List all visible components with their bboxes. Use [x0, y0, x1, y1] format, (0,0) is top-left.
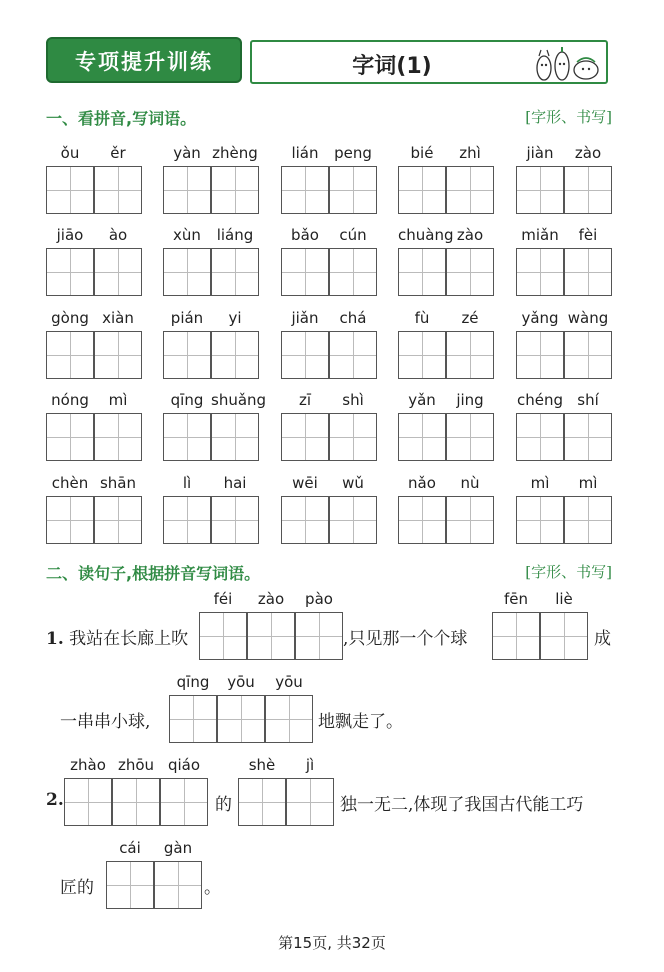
word-r5-c2-char-box-1[interactable] [163, 496, 211, 544]
word-r1-c3-pinyin-1: lián [291, 144, 319, 162]
word-r4-c1-char-box-1[interactable] [46, 413, 94, 461]
word-r3-c5-char-box-2[interactable] [564, 331, 612, 379]
word-r1-c4-char-box-1[interactable] [398, 166, 446, 214]
mascot-illustration [532, 44, 604, 82]
word-r1-c3-pinyin-2: peng [334, 144, 372, 162]
word-r2-c2-pinyin-2: liáng [216, 226, 254, 244]
q1-number: 1. [46, 629, 64, 649]
word-r2-c1-char-box-2[interactable] [94, 248, 142, 296]
word-r2-c2-pinyin-1: xùn [173, 226, 201, 244]
section-1-title: 一、看拼音,写词语。 [46, 109, 197, 128]
word-r2-c2-char-box-1[interactable] [163, 248, 211, 296]
word-r2-c3-char-box-2[interactable] [329, 248, 377, 296]
q1-c-pinyin-2: yōu [227, 673, 255, 691]
word-r3-c3-pinyin-1: jiǎn [291, 309, 319, 327]
word-r4-c5-char-box-1[interactable] [516, 413, 564, 461]
word-r2-c4-char-box-1[interactable] [398, 248, 446, 296]
word-r2-c5-char-box-1[interactable] [516, 248, 564, 296]
word-r1-c1-char-box-2[interactable] [94, 166, 142, 214]
word-r5-c4-pinyin-1: nǎo [408, 474, 436, 492]
q1-c-char-box-3[interactable] [265, 695, 313, 743]
word-r2-c5-char-box-2[interactable] [564, 248, 612, 296]
word-r2-c4-char-box-2[interactable] [446, 248, 494, 296]
section-1-tag: [字形、书写] [525, 108, 612, 126]
q1-a-pinyin-3: pào [305, 590, 333, 608]
word-r4-c1-pinyin-2: mì [108, 391, 128, 409]
q1-text-d: 一串串小球, [60, 712, 151, 732]
q2-a-char-box-2[interactable] [112, 778, 160, 826]
page-title: 字词(1) [352, 54, 432, 79]
word-r4-c4-pinyin-1: yǎn [408, 391, 436, 409]
q2-b-pinyin-2: jì [305, 756, 315, 774]
word-r1-c5-char-box-1[interactable] [516, 166, 564, 214]
word-r4-c2-pinyin-1: qīng [170, 391, 204, 409]
word-r3-c4-pinyin-2: zé [461, 309, 479, 327]
word-r2-c1-pinyin-2: ào [108, 226, 128, 244]
word-r2-c3-pinyin-2: cún [339, 226, 367, 244]
word-r1-c2-char-box-2[interactable] [211, 166, 259, 214]
word-r4-c5-pinyin-1: chéng [516, 391, 563, 409]
section-banner [46, 37, 242, 83]
word-r4-c2-char-box-1[interactable] [163, 413, 211, 461]
word-r1-c3-char-box-2[interactable] [329, 166, 377, 214]
q1-c-pinyin-3: yōu [275, 673, 303, 691]
word-r4-c1-pinyin-1: nóng [51, 391, 89, 409]
word-r5-c3-pinyin-2: wǔ [342, 474, 364, 492]
word-r1-c2-char-box-1[interactable] [163, 166, 211, 214]
q2-a-char-box-1[interactable] [64, 778, 112, 826]
q2-a-char-box-3[interactable] [160, 778, 208, 826]
q2-number: 2. [46, 790, 64, 810]
q2-text-d: 。 [204, 878, 221, 898]
word-r3-c2-pinyin-2: yi [228, 309, 242, 327]
word-r3-c5-char-box-1[interactable] [516, 331, 564, 379]
q2-c-char-box-2[interactable] [154, 861, 202, 909]
word-r1-c2-pinyin-1: yàn [173, 144, 201, 162]
word-r3-c1-pinyin-2: xiàn [102, 309, 134, 327]
q1-b-pinyin-2: liè [555, 590, 573, 608]
q1-b-char-box-1[interactable] [492, 612, 540, 660]
section-2-title: 二、读句子,根据拼音写词语。 [46, 564, 261, 583]
word-r1-c4-pinyin-2: zhì [459, 144, 481, 162]
word-r3-c4-pinyin-1: fù [414, 309, 430, 327]
q1-a-char-box-2[interactable] [247, 612, 295, 660]
word-r4-c5-pinyin-2: shí [577, 391, 599, 409]
word-r5-c1-pinyin-2: shān [99, 474, 137, 492]
q2-text-a: 的 [215, 795, 232, 815]
q1-text-e: 地飘走了。 [318, 712, 403, 732]
word-r3-c2-char-box-1[interactable] [163, 331, 211, 379]
q1-c-char-box-1[interactable] [169, 695, 217, 743]
section-2-tag: [字形、书写] [525, 563, 612, 581]
q1-c-pinyin-1: qīng [176, 673, 210, 691]
q2-a-pinyin-1: zhào [70, 756, 106, 774]
q2-c-pinyin-1: cái [119, 839, 141, 857]
word-r3-c3-pinyin-2: chá [339, 309, 367, 327]
word-r4-c3-pinyin-2: shì [342, 391, 364, 409]
word-r5-c3-pinyin-1: wēi [292, 474, 318, 492]
word-r5-c3-char-box-1[interactable] [281, 496, 329, 544]
word-r2-c5-pinyin-2: fèi [578, 226, 598, 244]
word-r3-c1-char-box-1[interactable] [46, 331, 94, 379]
q1-a-pinyin-1: féi [213, 590, 233, 608]
word-r5-c2-pinyin-1: lì [182, 474, 192, 492]
word-r3-c3-char-box-2[interactable] [329, 331, 377, 379]
word-r5-c3-char-box-2[interactable] [329, 496, 377, 544]
word-r5-c4-char-box-1[interactable] [398, 496, 446, 544]
word-r4-c4-pinyin-2: jing [456, 391, 484, 409]
word-r5-c5-pinyin-1: mì [530, 474, 550, 492]
word-r4-c4-char-box-2[interactable] [446, 413, 494, 461]
word-r4-c2-char-box-2[interactable] [211, 413, 259, 461]
q1-c-char-box-2[interactable] [217, 695, 265, 743]
word-r3-c5-pinyin-1: yǎng [521, 309, 559, 327]
q2-c-pinyin-2: gàn [163, 839, 193, 857]
word-r5-c2-pinyin-2: hai [223, 474, 247, 492]
word-r1-c1-char-box-1[interactable] [46, 166, 94, 214]
word-r4-c3-char-box-1[interactable] [281, 413, 329, 461]
q2-b-char-box-1[interactable] [238, 778, 286, 826]
word-r5-c4-pinyin-2: nù [460, 474, 480, 492]
word-r2-c4-pinyin-2: zào [456, 226, 484, 244]
word-r3-c4-char-box-2[interactable] [446, 331, 494, 379]
word-r2-c1-char-box-1[interactable] [46, 248, 94, 296]
word-r4-c4-char-box-1[interactable] [398, 413, 446, 461]
word-r5-c1-pinyin-1: chèn [51, 474, 89, 492]
q1-text-a [46, 624, 188, 649]
word-r5-c5-char-box-2[interactable] [564, 496, 612, 544]
word-r5-c4-char-box-2[interactable] [446, 496, 494, 544]
q2-text-c: 匠的 [60, 878, 94, 898]
word-r1-c5-char-box-2[interactable] [564, 166, 612, 214]
banner-text: 专项提升训练 [75, 50, 213, 74]
q2-number-wrap [46, 790, 64, 810]
word-r2-c1-pinyin-1: jiāo [56, 226, 84, 244]
word-r4-c1-char-box-2[interactable] [94, 413, 142, 461]
word-r4-c3-pinyin-1: zī [298, 391, 312, 409]
q1-a-pinyin-2: zào [257, 590, 285, 608]
word-r3-c1-char-box-2[interactable] [94, 331, 142, 379]
word-r3-c5-pinyin-2: wàng [567, 309, 609, 327]
q2-a-pinyin-2: zhōu [117, 756, 155, 774]
q1-text-a-content: 我站在长廊上吹 [69, 629, 189, 649]
word-r3-c1-pinyin-1: gòng [51, 309, 89, 327]
word-r5-c1-char-box-1[interactable] [46, 496, 94, 544]
page-footer: 第15页, 共32页 [278, 934, 386, 952]
word-r1-c5-pinyin-2: zào [574, 144, 602, 162]
word-r2-c3-char-box-1[interactable] [281, 248, 329, 296]
q2-b-pinyin-1: shè [248, 756, 276, 774]
word-r1-c4-char-box-2[interactable] [446, 166, 494, 214]
q2-c-char-box-1[interactable] [106, 861, 154, 909]
q1-text-c: 成 [594, 629, 611, 649]
word-r1-c5-pinyin-1: jiàn [526, 144, 554, 162]
q2-b-char-box-2[interactable] [286, 778, 334, 826]
q1-b-char-box-2[interactable] [540, 612, 588, 660]
q1-b-pinyin-1: fēn [503, 590, 529, 608]
word-r5-c1-char-box-2[interactable] [94, 496, 142, 544]
word-r5-c2-char-box-2[interactable] [211, 496, 259, 544]
q2-text-b: 独一无二,体现了我国古代能工巧 [340, 795, 584, 815]
word-r1-c1-pinyin-1: ǒu [60, 144, 80, 162]
word-r2-c4-pinyin-1: chuàng [398, 226, 454, 244]
word-r1-c4-pinyin-1: bié [410, 144, 434, 162]
word-r4-c5-char-box-2[interactable] [564, 413, 612, 461]
word-r3-c2-char-box-2[interactable] [211, 331, 259, 379]
word-r1-c2-pinyin-2: zhèng [212, 144, 258, 162]
q1-text-b: ,只见那一个个球 [343, 629, 468, 649]
q1-a-char-box-1[interactable] [199, 612, 247, 660]
word-r2-c3-pinyin-1: bǎo [291, 226, 319, 244]
word-r2-c5-pinyin-1: miǎn [521, 226, 559, 244]
q1-a-char-box-3[interactable] [295, 612, 343, 660]
word-r4-c2-pinyin-2: shuǎng [211, 391, 267, 409]
word-r5-c5-pinyin-2: mì [578, 474, 598, 492]
word-r3-c2-pinyin-1: pián [170, 309, 204, 327]
word-r4-c3-char-box-2[interactable] [329, 413, 377, 461]
word-r1-c3-char-box-1[interactable] [281, 166, 329, 214]
word-r5-c5-char-box-1[interactable] [516, 496, 564, 544]
word-r3-c4-char-box-1[interactable] [398, 331, 446, 379]
word-r2-c2-char-box-2[interactable] [211, 248, 259, 296]
word-r3-c3-char-box-1[interactable] [281, 331, 329, 379]
word-r1-c1-pinyin-2: ěr [110, 144, 126, 162]
q2-a-pinyin-3: qiáo [167, 756, 201, 774]
